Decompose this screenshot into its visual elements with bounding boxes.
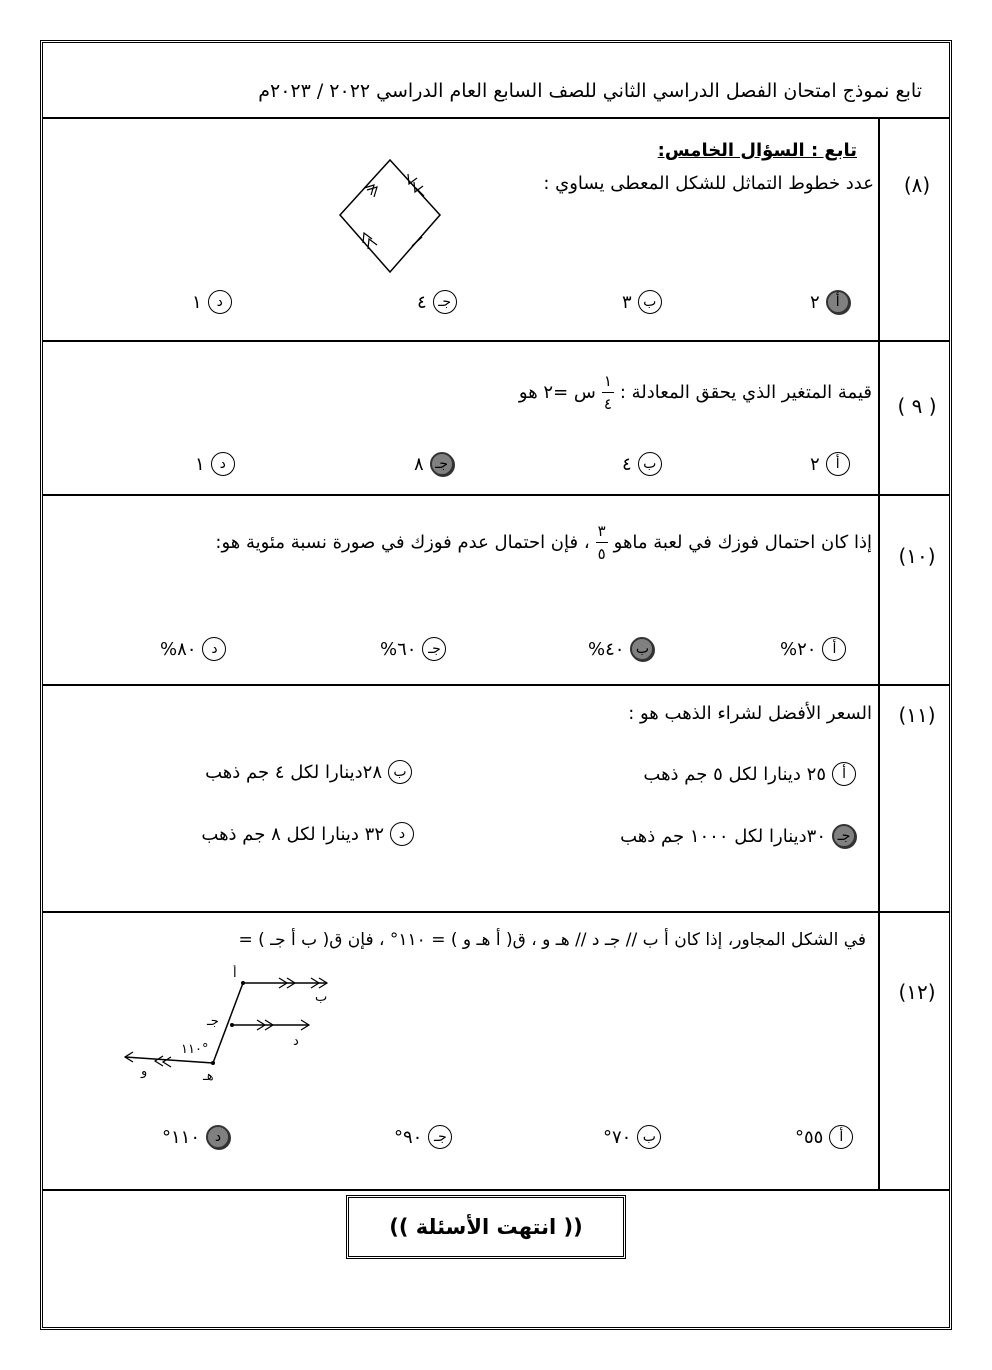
exam-header: تابع نموذج امتحان الفصل الدراسي الثاني للصف السابع العام الدراسي ٢٠٢٢ / ٢٠٢٣م	[258, 80, 922, 102]
label-a: أ	[233, 966, 237, 981]
divider	[43, 684, 949, 686]
option-letter: جـ	[422, 637, 446, 661]
option-letter: د	[211, 452, 235, 476]
q12-option-a[interactable]	[795, 1125, 853, 1149]
option-value: ٤	[622, 453, 632, 475]
option-letter: أ	[832, 762, 856, 786]
option-letter: جـ	[430, 452, 454, 476]
q10-text: إذا كان احتمال فوزك في لعبة ماهو $\frac{٣}{٥}$ ، فإن احتمال عدم فوزك في صورة نسبة مئوية هو:	[215, 522, 872, 563]
label-w: و	[141, 1064, 148, 1079]
option-letter: ب	[388, 760, 412, 784]
q11-number: (١١)	[898, 703, 936, 727]
section-title: تابع : السؤال الخامس:	[657, 140, 857, 161]
angle-label: ١١٠°	[181, 1042, 209, 1057]
option-value: ١١٠°	[162, 1126, 201, 1148]
option-letter: ب	[638, 452, 662, 476]
q12-option-c[interactable]	[394, 1125, 452, 1149]
divider	[43, 340, 949, 342]
q9-option-b[interactable]	[622, 452, 662, 476]
option-letter: أ	[822, 637, 846, 661]
q10-option-b[interactable]	[588, 637, 654, 661]
option-value: ٧٠°	[603, 1126, 632, 1148]
q8-text: عدد خطوط التماثل للشكل المعطى يساوي :	[543, 173, 874, 194]
q10-option-a[interactable]	[780, 637, 846, 661]
option-value: ٩٠°	[394, 1126, 423, 1148]
q11-option-d[interactable]	[201, 822, 414, 846]
option-value: ٢٥ دينارا لكل ٥ جم ذهب	[643, 763, 826, 785]
q11-text: السعر الأفضل لشراء الذهب هو :	[628, 703, 872, 724]
option-letter: جـ	[832, 824, 856, 848]
q9-option-d[interactable]	[195, 452, 235, 476]
option-value: ٢٠%	[780, 638, 817, 660]
divider	[43, 1189, 949, 1191]
column-divider	[878, 117, 880, 1189]
end-of-questions: (( انتهت الأسئلة ))	[346, 1195, 626, 1259]
option-letter: د	[206, 1125, 230, 1149]
option-value: ٨	[414, 453, 424, 475]
rhombus-figure	[330, 150, 450, 282]
option-value: ٣٢ دينارا لكل ٨ جم ذهب	[201, 823, 384, 845]
divider	[43, 911, 949, 913]
option-value: ٨٠%	[160, 638, 197, 660]
label-h: هـ	[203, 1069, 214, 1083]
option-letter: جـ	[428, 1125, 452, 1149]
q9-number: ( ٩ )	[897, 394, 937, 418]
option-value: ٥٥°	[795, 1126, 824, 1148]
fraction: $\frac{٣}{٥}$	[597, 522, 606, 563]
option-value: ٢	[810, 453, 820, 475]
q8-option-d[interactable]	[192, 290, 232, 314]
q12-number: (١٢)	[898, 980, 936, 1004]
q11-option-a[interactable]	[643, 762, 856, 786]
q8-option-a[interactable]	[810, 290, 850, 314]
option-value: ٤٠%	[588, 638, 625, 660]
label-b: ب	[315, 990, 328, 1005]
option-letter: أ	[829, 1125, 853, 1149]
q9-option-a[interactable]	[810, 452, 850, 476]
option-letter: جـ	[433, 290, 457, 314]
option-value: ١	[195, 453, 205, 475]
option-value: ١	[192, 291, 202, 313]
option-value: ٦٠%	[380, 638, 417, 660]
q8-number: (٨)	[903, 173, 931, 197]
label-j: جـ	[207, 1014, 219, 1029]
option-letter: ب	[637, 1125, 661, 1149]
parallel-lines-figure	[115, 965, 345, 1083]
divider	[43, 117, 949, 119]
option-value: ٣٠دينارا لكل ١٠٠٠ جم ذهب	[620, 825, 826, 847]
option-letter: د	[202, 637, 226, 661]
q10-option-c[interactable]	[380, 637, 446, 661]
q9-option-c[interactable]	[414, 452, 454, 476]
q11-option-b[interactable]	[205, 760, 412, 784]
q10-number: (١٠)	[898, 544, 936, 568]
fraction: $\frac{١}{٤}$	[603, 372, 612, 413]
option-letter: د	[390, 822, 414, 846]
q11-option-c[interactable]	[620, 824, 856, 848]
label-d: د	[293, 1034, 299, 1049]
option-letter: ب	[638, 290, 662, 314]
option-letter: أ	[826, 452, 850, 476]
q10-option-d[interactable]	[160, 637, 226, 661]
q12-text: في الشكل المجاور، إذا كان أ ب // جـ د // هـ و ، ق( أ هـ و ) = ١١٠° ، فإن ق( ب أ جـ ) =	[238, 930, 866, 950]
q8-option-c[interactable]	[417, 290, 457, 314]
option-value: ٣	[622, 291, 632, 313]
option-letter: ب	[630, 637, 654, 661]
q12-option-b[interactable]	[603, 1125, 661, 1149]
option-value: ٤	[417, 291, 427, 313]
option-letter: د	[208, 290, 232, 314]
option-value: ٢٨دينارا لكل ٤ جم ذهب	[205, 761, 382, 783]
q12-option-d[interactable]	[162, 1125, 230, 1149]
option-letter: أ	[826, 290, 850, 314]
divider	[43, 494, 949, 496]
option-value: ٢	[810, 291, 820, 313]
q9-text: قيمة المتغير الذي يحقق المعادلة : $\frac{١}{٤}$ س =٢ هو	[518, 372, 872, 413]
q8-option-b[interactable]	[622, 290, 662, 314]
